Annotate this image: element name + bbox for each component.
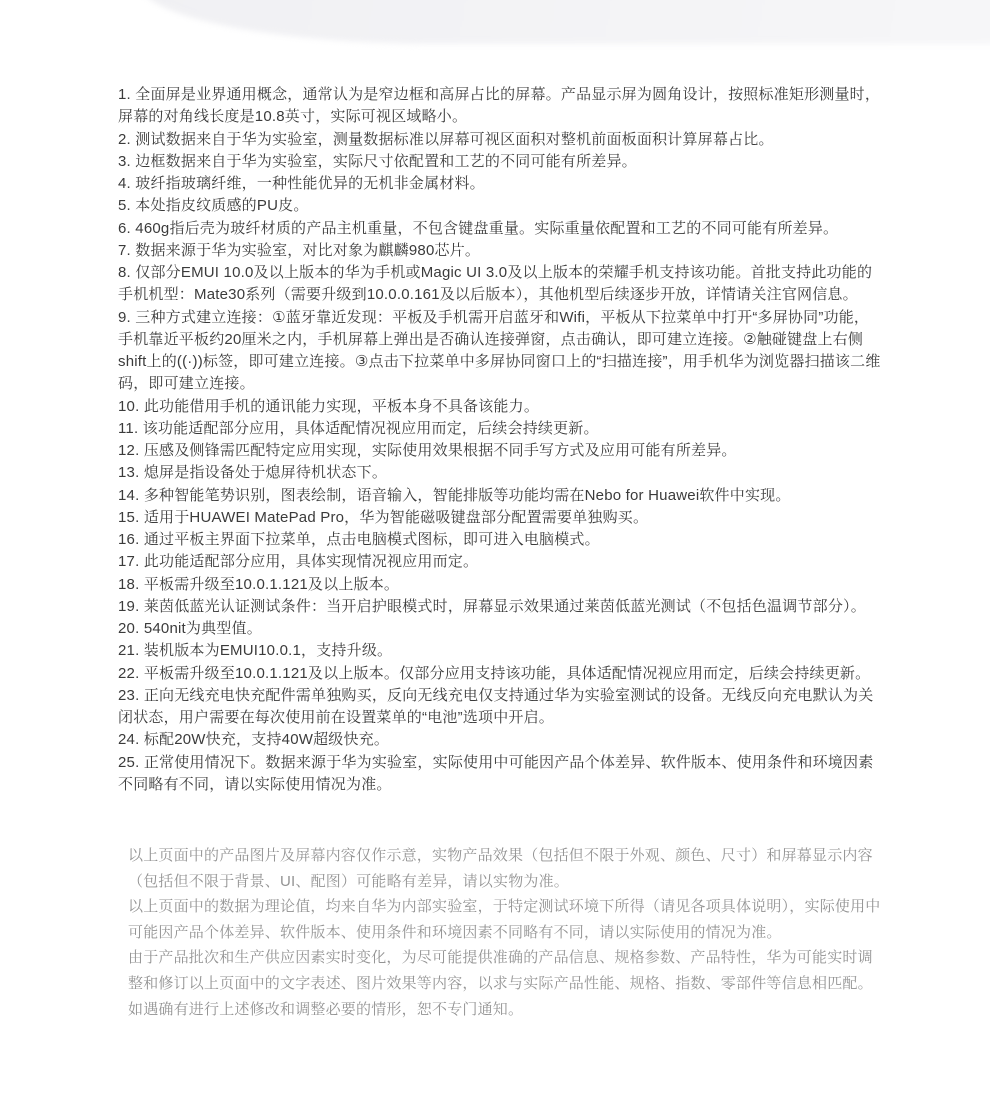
footnote-item: 21. 装机版本为EMUI10.0.1，支持升级。 — [118, 642, 393, 660]
disclaimer-paragraph: 以上页面中的产品图片及屏幕内容仅作示意，实物产品效果（包括但不限于外观、颜色、尺寸）和屏幕显示内容（包括但不限于背景、UI、配图）可能略有差异，请以实物为准。 — [128, 847, 873, 890]
footnote-item: 20. 540nit为典型值。 — [118, 620, 262, 637]
footnote-item: 16. 通过平板主界面下拉菜单，点击电脑模式图标，即可进入电脑模式。 — [118, 531, 600, 548]
footnote-item: 2. 测试数据来自于华为实验室，测量数据标准以屏幕可视区面积对整机前面板面积计算屏幕占比。 — [118, 130, 774, 148]
disclaimer-paragraph: 由于产品批次和生产供应因素实时变化，为尽可能提供准确的产品信息、规格参数、产品特性，华为可能实时调整和修订以上页面中的文字表述、图片效果等内容，以求与实际产品性能、规格、指数、零部件等信息相匹配。 — [128, 949, 873, 992]
footnote-item: 23. 正向无线充电快充配件需单独购买，反向无线充电仅支持通过华为实验室测试的设备。无线反向充电默认为关闭状态，用户需要在每次使用前在设置菜单的“电池”选项中开启。 — [118, 686, 874, 726]
footnote-item: 13. 熄屏是指设备处于熄屏待机状态下。 — [118, 464, 388, 482]
footnote-item: 11. 该功能适配部分应用，具体适配情况视应用而定，后续会持续更新。 — [118, 419, 599, 437]
footnote-item: 17. 此功能适配部分应用，具体实现情况视应用而定。 — [118, 553, 479, 571]
footnote-item: 25. 正常使用情况下。数据来源于华为实验室，实际使用中可能因产品个体差异、软件版本、使用条件和环境因素不同略有不同，请以实际使用情况为准。 — [118, 753, 874, 793]
footnote-item: 5. 本处指皮纹质感的PU皮。 — [118, 197, 309, 215]
footnote-item: 18. 平板需升级至10.0.1.121及以上版本。 — [118, 575, 400, 593]
footnote-item: 7. 数据来源于华为实验室，对比对象为麒麟980芯片。 — [118, 241, 481, 259]
disclaimer-paragraph: 以上页面中的数据为理论值，均来自华为内部实验室，于特定测试环境下所得（请见各项具体说明），实际使用中可能因产品个体差异、软件版本、使用条件和环境因素不同略有不同，请以实际使用的情况为准。 — [128, 898, 881, 941]
footnote-item: 22. 平板需升级至10.0.1.121及以上版本。仅部分应用支持该功能，具体适配情况视应用而定，后续会持续更新。 — [118, 664, 871, 682]
footnote-item: 9. 三种方式建立连接：①蓝牙靠近发现：平板及手机需开启蓝牙和Wifi，平板从下拉菜单中打开“多屏协同”功能，手机靠近平板约20厘米之内，手机屏幕上弹出是否确认连接弹窗，点击确认，即可建立连接。②触碰键盘上右侧shift上的((·))标签，即可建立连接。③点击下拉菜单中多屏协同窗口上的“扫描连接”，用手机华为浏览器扫描该二维码，即可建立连接。 — [118, 308, 881, 393]
footnote-item: 19. 莱茵低蓝光认证测试条件：当开启护眼模式时，屏幕显示效果通过莱茵低蓝光测试（不包括色温调节部分）。 — [118, 597, 866, 615]
disclaimer-paragraph: 如遇确有进行上述修改和调整必要的情形，恕不专门通知。 — [128, 1000, 524, 1018]
footnotes-section — [118, 84, 882, 796]
footnote-item: 4. 玻纤指玻璃纤维，一种性能优异的无机非金属材料。 — [118, 175, 485, 192]
footnote-item: 6. 460g指后壳为玻纤材质的产品主机重量，不包含键盘重量。实际重量依配置和工艺的不同可能有所差异。 — [118, 219, 839, 237]
footnote-item: 8. 仅部分EMUI 10.0及以上版本的华为手机或Magic UI 3.0及以上版本的荣耀手机支持该功能。首批支持此功能的手机机型：Mate30系列（需要升级到10.0.0.161及以后版本），其他机型后续逐步开放，详情请关注官网信息。 — [118, 264, 873, 304]
footnote-item: 12. 压感及侧锋需匹配特定应用实现，实际使用效果根据不同手写方式及应用可能有所差异。 — [118, 442, 737, 459]
disclaimer-section — [128, 843, 886, 1022]
top-gradient-decoration — [138, 0, 990, 44]
footnote-item: 24. 标配20W快充，支持40W超级快充。 — [118, 731, 390, 749]
footnote-item: 15. 适用于HUAWEI MatePad Pro，华为智能磁吸键盘部分配置需要单独购买。 — [118, 508, 649, 526]
footnote-item: 10. 此功能借用手机的通讯能力实现，平板本身不具备该能力。 — [118, 397, 540, 415]
footnote-item: 1. 全面屏是业界通用概念，通常认为是窄边框和高屏占比的屏幕。产品显示屏为圆角设计，按照标准矩形测量时，屏幕的对角线长度是10.8英寸，实际可视区域略小。 — [118, 86, 881, 126]
footnote-item: 3. 边框数据来自于华为实验室，实际尺寸依配置和工艺的不同可能有所差异。 — [118, 152, 637, 170]
footnote-item: 14. 多种智能笔势识别，图表绘制，语音输入，智能排版等功能均需在Nebo for Huawei软件中实现。 — [118, 486, 791, 504]
